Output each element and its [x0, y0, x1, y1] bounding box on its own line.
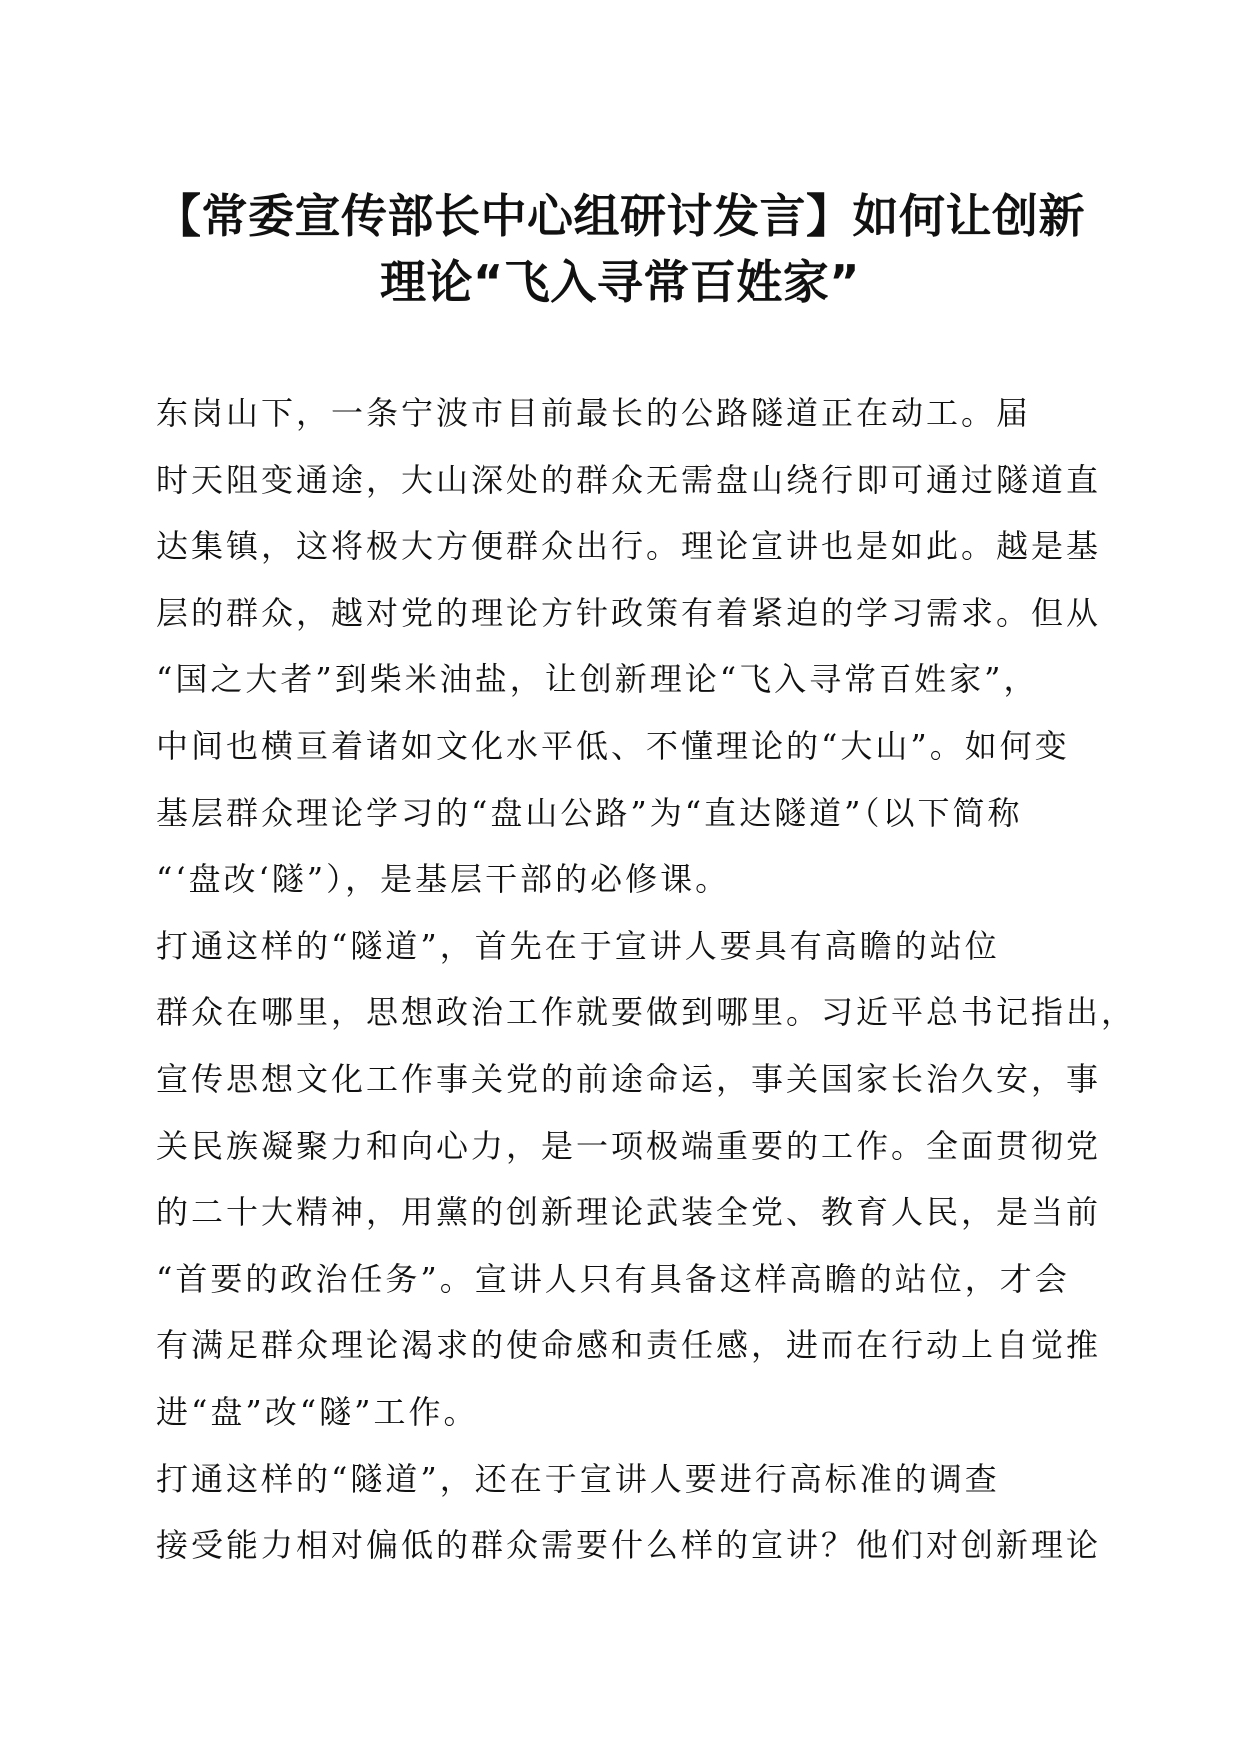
body-line: “国之大者”到柴米油盐，让创新理论“飞入寻常百姓家”，: [156, 660, 1039, 699]
body-line: 打通这样的“隧道”，首先在于宣讲人要具有高瞻的站位: [156, 926, 1000, 965]
body-line: 宣传思想文化工作事关党的前途命运，事关国家长治久安，事: [156, 1059, 1102, 1098]
document-title: [150, 183, 1090, 315]
body-line: 东岗山下，一条宁波市目前最长的公路隧道正在动工。届: [156, 394, 1032, 432]
body-line: 的二十大精神，用黨的创新理论武装全党、教育人民，是当前: [156, 1193, 1102, 1232]
title-line-2: 理论“飞入寻常百姓家”: [380, 255, 860, 309]
body-line: 中间也横亘着诸如文化水平低、不懂理论的“大山”。如何变: [156, 726, 1070, 765]
body-line: 接受能力相对偏低的群众需要什么样的宣讲？他们对创新理论: [156, 1526, 1102, 1565]
body-line: “‘盘改‘隧”），是基层干部的必修课。: [156, 860, 731, 899]
body-line: 基层群众理论学习的“盘山公路”为“直达隧道”（以下简称: [156, 793, 1023, 832]
body-line: “首要的政治任务”。宣讲人只有具备这样高瞻的站位，才会: [156, 1259, 1070, 1298]
body-line: 群众在哪里，思想政治工作就要做到哪里。习近平总书记指出，: [156, 993, 1137, 1032]
body-line: 关民族凝聚力和向心力，是一项极端重要的工作。全面贯彻党: [156, 1126, 1102, 1165]
body-line: 时天阻变通途，大山深处的群众无需盘山绕行即可通过隧道直: [156, 460, 1102, 499]
body-line: 层的群众，越对党的理论方针政策有着紧迫的学习需求。但从: [156, 593, 1102, 632]
document-body: [156, 380, 1137, 1579]
title-line-1: 【常委宣传部长中心组研讨发言】如何让创新: [155, 189, 1085, 243]
body-line: 打通这样的“隧道”，还在于宣讲人要进行高标准的调查: [156, 1459, 1000, 1498]
body-line: 进“盘”改“隧”工作。: [156, 1392, 479, 1431]
body-line: 达集镇，这将极大方便群众出行。理论宣讲也是如此。越是基: [156, 527, 1102, 566]
body-line: 有满足群众理论渴求的使命感和责任感，进而在行动上自觉推: [156, 1326, 1102, 1365]
